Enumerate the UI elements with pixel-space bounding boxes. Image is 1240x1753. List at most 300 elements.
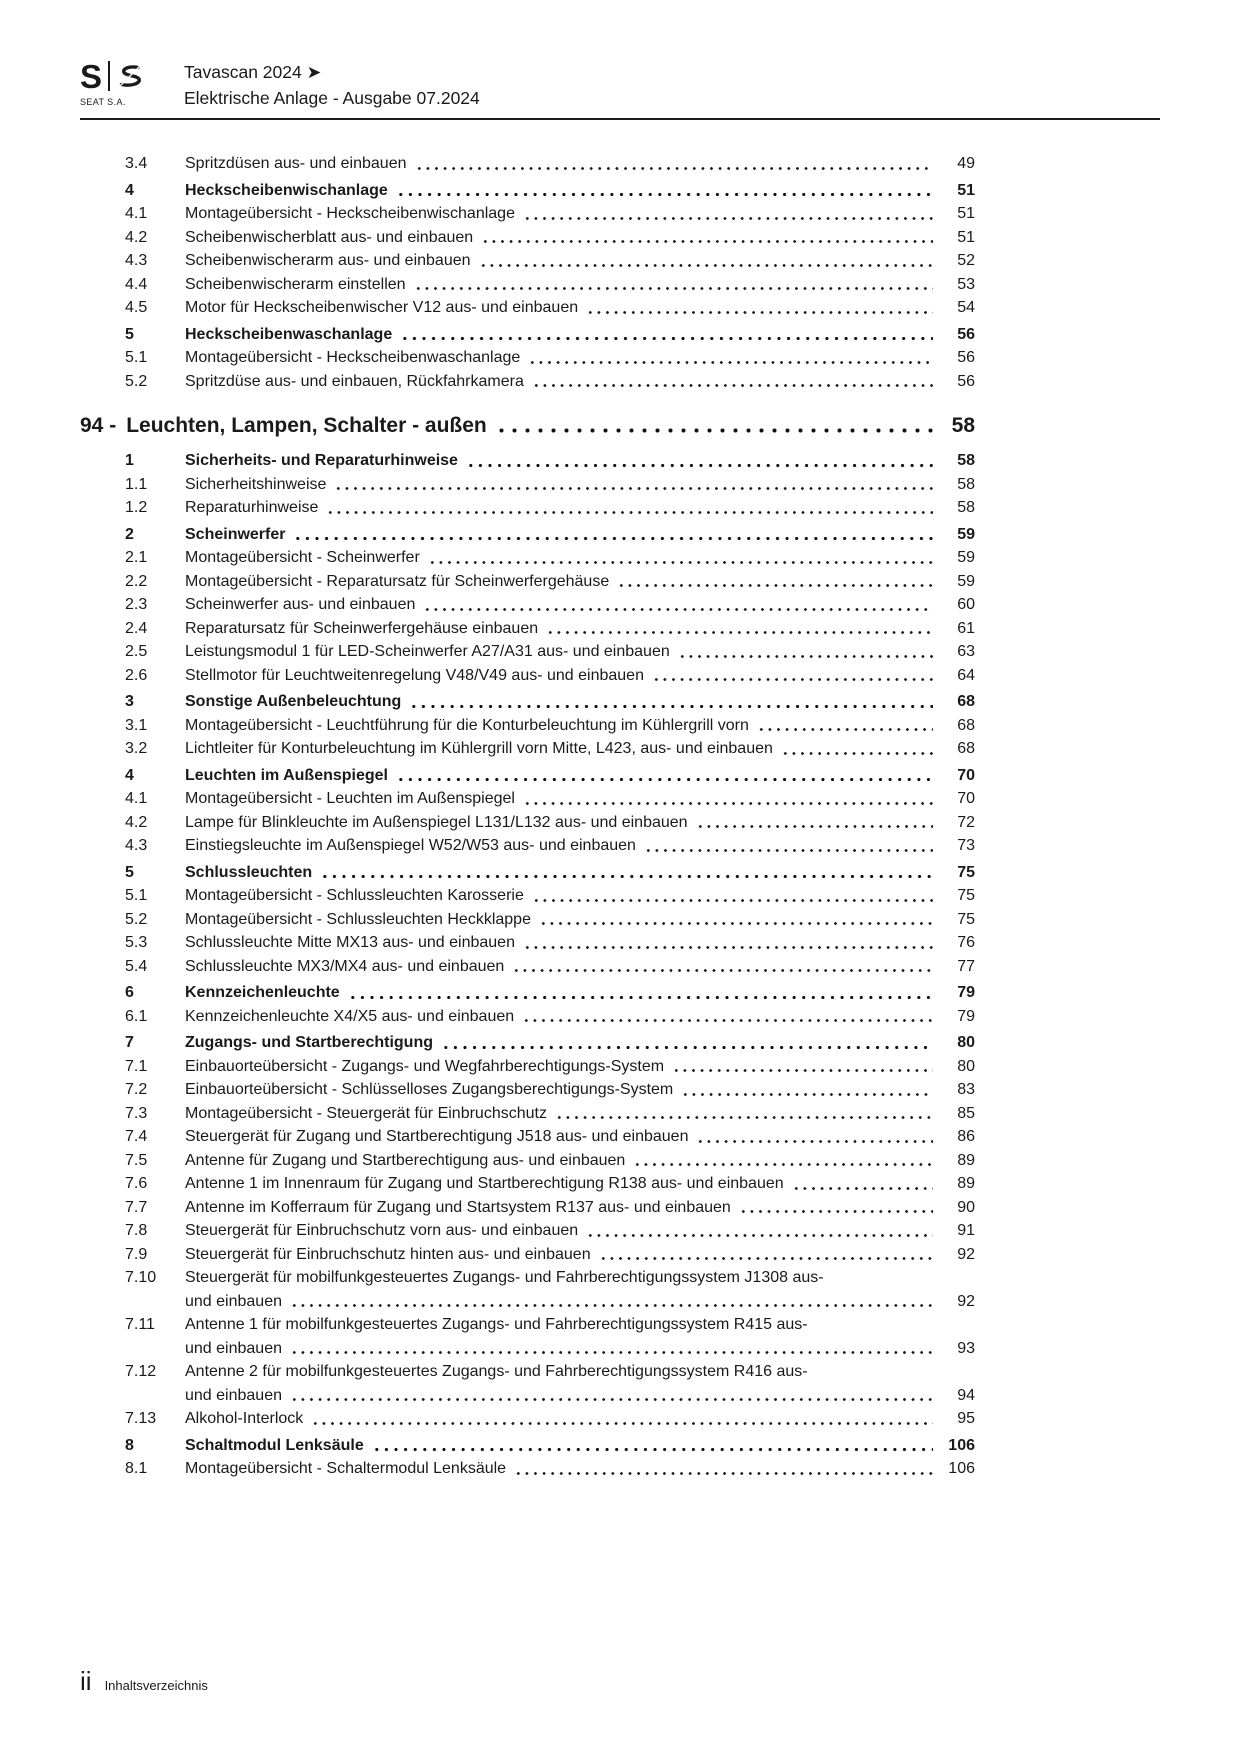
dot-leader [644, 847, 933, 854]
dot-leader [415, 165, 934, 172]
toc-entry-content [185, 1266, 975, 1313]
toc-entry-line [185, 496, 975, 520]
toc-entry-title-continued: und einbauen [185, 1386, 282, 1404]
toc-entry-line [185, 449, 975, 473]
toc-entry-content [185, 323, 975, 347]
toc-entry-number: 5.1 [125, 887, 148, 904]
toc-entry-line [185, 523, 975, 547]
toc-entry-content [185, 884, 975, 908]
toc-entry [80, 1031, 975, 1055]
toc-entry-title: Leistungsmodul 1 für LED-Scheinwerfer A27/A31 aus- und einbauen [185, 643, 670, 660]
dot-leader [528, 359, 933, 366]
toc-entry [80, 570, 975, 594]
toc-entry-number: 6 [125, 984, 134, 1001]
dot-leader [599, 1255, 933, 1262]
header-titles [184, 58, 480, 111]
toc-entry [80, 981, 975, 1005]
seat-logo [80, 58, 168, 107]
toc-entry-content [185, 690, 975, 714]
toc-entry [80, 593, 975, 617]
dot-leader [311, 1420, 933, 1427]
toc-entry-line [185, 1172, 975, 1196]
toc-entry-content [185, 1243, 975, 1267]
dot-leader [514, 1470, 933, 1477]
toc-entry-page: 95 [957, 1410, 975, 1427]
toc-entry-number: 7.9 [125, 1245, 148, 1263]
toc-entry-page: 75 [957, 863, 975, 881]
toc-entry [80, 370, 975, 394]
toc-entry-content [185, 1125, 975, 1149]
toc-entry-title: Antenne 2 für mobilfunkgesteuertes Zugangs- und Fahrberechtigungssystem R416 aus- [185, 1363, 808, 1380]
toc-entry-line [185, 370, 975, 394]
toc-entry-number: 7.10 [125, 1269, 157, 1286]
toc-entry-page: 64 [957, 666, 975, 684]
toc-entry-line [185, 1125, 975, 1149]
toc-entry [80, 323, 975, 347]
toc-entry-line [126, 411, 975, 441]
toc-entry-page: 68 [957, 716, 975, 734]
toc-entry-title: Montageübersicht - Steuergerät für Einbruchschutz [185, 1104, 547, 1122]
toc-entry [80, 908, 975, 932]
toc-entry-title: Antenne 1 für mobilfunkgesteuertes Zugangs- und Fahrberechtigungssystem R415 aus- [185, 1316, 808, 1333]
toc-entry-number: 4.3 [125, 252, 148, 269]
toc-entry-line [185, 1196, 975, 1220]
dot-leader [678, 653, 933, 660]
toc-entry-content [185, 1219, 975, 1243]
toc-entry-page: 106 [948, 1460, 975, 1477]
toc-entry-content [185, 861, 975, 885]
toc-entry-page: 73 [957, 837, 975, 854]
toc-entry-title: Schlussleuchte MX3/MX4 aus- und einbauen [185, 957, 505, 975]
dot-leader [334, 485, 933, 492]
toc-entry-page: 90 [957, 1198, 975, 1216]
toc-entry-number: 4.3 [125, 837, 148, 854]
toc-entry-page: 68 [957, 740, 975, 757]
toc-entry-content [185, 152, 975, 176]
toc-entry-number: 7.5 [125, 1151, 148, 1169]
toc-entry [80, 861, 975, 885]
toc-entry-title: Kennzeichenleuchte X4/X5 aus- und einbauen [185, 1007, 515, 1025]
toc-entry-page: 80 [957, 1057, 975, 1075]
toc-entry-line [185, 617, 975, 641]
toc-entry-content [185, 1196, 975, 1220]
toc-entry [80, 1078, 975, 1102]
toc-entry-title: Montageübersicht - Reparatursatz für Scheinwerfergehäuse [185, 572, 610, 590]
toc-entry-number: 8 [125, 1436, 134, 1454]
toc-entry-number: 2.1 [125, 549, 148, 566]
toc-entry-page: 59 [957, 549, 975, 566]
toc-entry-line [185, 640, 975, 664]
dot-leader [781, 750, 933, 757]
toc-entry-title: Antenne im Kofferraum für Zugang und Startsystem R137 aus- und einbauen [185, 1198, 731, 1216]
dot-leader [479, 262, 933, 269]
toc-entry-content [185, 226, 975, 250]
dot-leader [523, 944, 933, 951]
toc-entry-number: 2 [125, 525, 134, 543]
toc-entry-line [185, 473, 975, 497]
toc-entry [80, 1055, 975, 1079]
page-footer [80, 1668, 208, 1694]
toc-entry-number: 5.2 [125, 372, 148, 390]
toc-entry-title: Einbauorteübersicht - Zugangs- und Wegfahrberechtigungs-System [185, 1057, 665, 1075]
seat-logo-row [80, 58, 168, 94]
toc-entry-content [185, 834, 975, 858]
toc-entry-line [185, 811, 975, 835]
toc-entry-number: 4.2 [125, 228, 148, 246]
toc-entry-line [185, 664, 975, 688]
dot-leader [293, 535, 933, 542]
dot-leader [320, 873, 933, 880]
toc-entry-title: Scheinwerfer aus- und einbauen [185, 596, 416, 613]
toc-entry-page: 72 [957, 813, 975, 831]
toc-entry [80, 1313, 975, 1360]
dot-leader [546, 629, 933, 636]
dot-leader [414, 285, 933, 292]
seat-logo-letter: S [80, 57, 102, 95]
toc-entry-number: 4.5 [125, 299, 148, 316]
page-header [80, 58, 1160, 111]
toc-entry-page: 94 [957, 1386, 975, 1404]
toc-entry [80, 179, 975, 203]
dot-leader [409, 703, 933, 710]
toc-entry [80, 1172, 975, 1196]
toc-entry [80, 202, 975, 226]
toc-entry-content [185, 1078, 975, 1102]
toc-entry-page: 70 [957, 790, 975, 807]
dot-leader [757, 726, 933, 733]
toc-entry-page: 63 [957, 643, 975, 660]
toc-entry [80, 226, 975, 250]
toc-entry-page: 59 [957, 572, 975, 590]
toc-entry-content [185, 811, 975, 835]
toc-entry-number: 5 [125, 325, 134, 343]
toc-entry-page: 79 [957, 1007, 975, 1025]
toc-entry-page: 86 [957, 1128, 975, 1145]
toc-entry-content [185, 296, 975, 320]
toc-entry-title: Heckscheibenwischanlage [185, 181, 388, 199]
toc-entry-number: 5.3 [125, 934, 148, 951]
toc-entry-content [185, 570, 975, 594]
toc-entry-title: Leuchten im Außenspiegel [185, 766, 388, 784]
toc-entry-title: Stellmotor für Leuchtweitenregelung V48/V49 aus- und einbauen [185, 666, 644, 684]
toc-list [80, 152, 975, 1481]
toc-entry [80, 152, 975, 176]
toc-entry-title: Scheibenwischerarm einstellen [185, 275, 406, 293]
toc-entry-page: 52 [957, 252, 975, 269]
toc-entry-page: 92 [957, 1245, 975, 1263]
toc-entry-content [185, 955, 975, 979]
toc-entry-line [185, 1031, 975, 1055]
toc-entry-page: 89 [957, 1175, 975, 1192]
toc-entry-page: 75 [957, 910, 975, 928]
dot-leader [396, 776, 933, 783]
toc-entry-content [185, 764, 975, 788]
toc-entry [80, 1219, 975, 1243]
toc-entry [80, 473, 975, 497]
toc-entry [80, 1125, 975, 1149]
toc-entry [80, 1434, 975, 1458]
dot-leader [739, 1208, 933, 1215]
toc-entry-line [185, 226, 975, 250]
dot-leader [652, 676, 933, 683]
toc-entry [80, 1149, 975, 1173]
toc-entry-content [185, 1313, 975, 1360]
toc-entry-line [185, 1243, 975, 1267]
toc-entry-line [185, 1055, 975, 1079]
toc-entry-line [185, 931, 975, 955]
dot-leader [428, 559, 933, 566]
toc-entry-line [185, 593, 975, 617]
toc-entry-number: 7.12 [125, 1363, 157, 1380]
toc-entry-page: 80 [957, 1034, 975, 1051]
toc-entry [80, 955, 975, 979]
toc-entry [80, 1102, 975, 1126]
toc-entry-title: Scheibenwischerarm aus- und einbauen [185, 252, 471, 269]
toc-entry [80, 617, 975, 641]
toc-entry-content [185, 931, 975, 955]
toc-entry-number: 7.13 [125, 1410, 157, 1427]
toc-entry-page: 59 [957, 525, 975, 543]
dot-leader [423, 606, 933, 613]
toc-entry-number: 2.6 [125, 666, 148, 684]
toc-entry-content [185, 981, 975, 1005]
toc-entry-content [185, 1031, 975, 1055]
toc-entry-number: 4 [125, 766, 134, 784]
page-number: ii [80, 1666, 92, 1696]
toc-entry-number: 7 [125, 1034, 134, 1051]
toc-entry-content [185, 1407, 975, 1431]
toc-entry-title: Steuergerät für Zugang und Startberechtigung J518 aus- und einbauen [185, 1128, 689, 1145]
toc-entry-page: 85 [957, 1104, 975, 1122]
toc-entry-content [185, 1149, 975, 1173]
toc-entry-title: Montageübersicht - Heckscheibenwaschanlage [185, 349, 521, 366]
toc-entry-line [185, 1434, 975, 1458]
toc-entry-line [185, 1337, 975, 1361]
toc-entry-title: Reparatursatz für Scheinwerfergehäuse einbauen [185, 619, 539, 637]
toc-entry-title: Antenne für Zugang und Startberechtigung aus- und einbauen [185, 1151, 626, 1169]
toc-entry [80, 496, 975, 520]
toc-entry-line [185, 346, 975, 370]
toc-entry-line [185, 179, 975, 203]
toc-entry-line [185, 690, 975, 714]
dot-leader [400, 335, 933, 342]
toc-entry-page: 60 [957, 596, 975, 613]
toc-entry-line [185, 955, 975, 979]
toc-entry-line [185, 714, 975, 738]
toc-entry-title: Schaltmodul Lenksäule [185, 1436, 364, 1454]
toc-entry-line [185, 861, 975, 885]
toc-entry-number: 7.6 [125, 1175, 148, 1192]
toc-entry-title: Spritzdüsen aus- und einbauen [185, 155, 407, 172]
toc-entry-title: Kennzeichenleuchte [185, 984, 340, 1001]
footer-label: Inhaltsverzeichnis [104, 1678, 208, 1693]
toc-entry-title: Steuergerät für mobilfunkgesteuertes Zugangs- und Fahrberechtigungssystem J1308 aus- [185, 1269, 824, 1286]
toc-entry-line [185, 737, 975, 761]
toc-entry-page: 54 [957, 299, 975, 316]
toc-entry-page: 77 [957, 957, 975, 975]
dot-leader [481, 238, 933, 245]
toc-entry-line [185, 1078, 975, 1102]
toc-entry-content [185, 1360, 975, 1407]
dot-leader [555, 1114, 933, 1121]
toc-entry-number: 8.1 [125, 1460, 148, 1477]
toc-entry-number: 1 [125, 452, 134, 469]
dot-leader [532, 897, 933, 904]
toc-entry-page: 56 [957, 325, 975, 343]
toc-entry-title: Reparaturhinweise [185, 499, 319, 516]
toc-entry [80, 1243, 975, 1267]
toc-entry-line [185, 1407, 975, 1431]
dot-leader [532, 382, 933, 389]
toc-entry-page: 79 [957, 984, 975, 1001]
dot-leader [348, 994, 933, 1001]
toc-entry-content [185, 273, 975, 297]
toc-entry-page: 61 [957, 619, 975, 637]
toc-entry [80, 787, 975, 811]
toc-entry-line [185, 834, 975, 858]
toc-entry-page: 89 [957, 1151, 975, 1169]
toc-entry-number: 5.4 [125, 957, 148, 975]
toc-entry [80, 834, 975, 858]
toc-entry-line [185, 764, 975, 788]
dot-leader [672, 1067, 933, 1074]
toc-entry-page: 68 [957, 693, 975, 710]
toc-entry-content [185, 737, 975, 761]
document-title: Tavascan 2024 ➤ [184, 62, 322, 82]
toc-entry-line [185, 908, 975, 932]
toc-entry-content [185, 473, 975, 497]
toc-entry-number: 7.3 [125, 1104, 148, 1122]
toc-entry-number: 94 - [80, 414, 117, 437]
toc-entry-title: Scheinwerfer [185, 525, 286, 543]
toc-entry-title-continued: und einbauen [185, 1292, 282, 1310]
toc-entry-content [185, 593, 975, 617]
toc-entry-number: 4 [125, 181, 134, 199]
dot-leader [586, 309, 933, 316]
toc-entry-number: 7.11 [125, 1316, 155, 1333]
toc-entry [80, 1407, 975, 1431]
toc-entry [80, 1005, 975, 1029]
toc-entry [80, 737, 975, 761]
toc-entry [80, 1196, 975, 1220]
dot-leader [466, 462, 933, 469]
toc-entry-content [185, 523, 975, 547]
toc-entry-number: 3.1 [125, 716, 148, 734]
toc-entry-line [185, 273, 975, 297]
toc-entry-number: 7.2 [125, 1081, 148, 1098]
toc-entry-number: 6.1 [125, 1007, 148, 1025]
toc-entry-content [185, 249, 975, 273]
toc-entry-number: 1.1 [125, 475, 148, 493]
toc-entry-number: 4.2 [125, 813, 148, 831]
toc-entry-title: Heckscheibenwaschanlage [185, 325, 393, 343]
toc-entry-page: 92 [957, 1292, 975, 1310]
toc-entry-page: 53 [957, 275, 975, 293]
toc-entry-content [185, 370, 975, 394]
toc-entry [80, 273, 975, 297]
toc-entry [80, 411, 975, 441]
toc-entry-page: 76 [957, 934, 975, 951]
toc-entry-content [185, 346, 975, 370]
toc-entry-page: 58 [957, 499, 975, 516]
toc-entry-content [185, 1102, 975, 1126]
header-rule [80, 118, 1160, 120]
toc-entry-number: 3.2 [125, 740, 148, 757]
toc-entry-line [185, 787, 975, 811]
toc-entry-page: 51 [957, 181, 975, 199]
logo-divider [108, 61, 110, 91]
toc-entry-page: 83 [957, 1081, 975, 1098]
toc-entry-number: 7.4 [125, 1128, 148, 1145]
toc-entry-line [185, 570, 975, 594]
toc-entry-page: 58 [951, 414, 975, 437]
toc-entry-number: 5 [125, 863, 134, 881]
toc-entry-content [185, 1172, 975, 1196]
toc-entry-content [185, 640, 975, 664]
toc-entry-title: Scheibenwischerblatt aus- und einbauen [185, 228, 474, 246]
toc-entry-title: Lichtleiter für Konturbeleuchtung im Kühlergrill vorn Mitte, L423, aus- und einbauen [185, 740, 773, 757]
dot-leader [617, 582, 933, 589]
dot-leader [495, 426, 933, 435]
toc-entry-page: 49 [957, 155, 975, 172]
toc-entry-line [185, 981, 975, 1005]
toc-entry-content [185, 496, 975, 520]
toc-entry-title: Alkohol-Interlock [185, 1410, 304, 1427]
toc-entry-page: 58 [957, 475, 975, 493]
toc-entry-number: 7.1 [125, 1057, 148, 1075]
toc-entry-number: 4.1 [125, 790, 148, 807]
toc-entry-title: Sicherheitshinweise [185, 475, 327, 493]
dot-leader [681, 1091, 933, 1098]
toc-entry-number: 2.2 [125, 572, 148, 590]
toc-entry [80, 1457, 975, 1481]
toc-entry-line [185, 1290, 975, 1314]
toc-entry-number: 3.4 [125, 155, 148, 172]
toc-entry-title: Steuergerät für Einbruchschutz vorn aus- und einbauen [185, 1222, 579, 1239]
toc-entry-number: 2.5 [125, 643, 148, 660]
toc-entry-page: 56 [957, 372, 975, 390]
toc-entry-title: Montageübersicht - Schlussleuchten Karosserie [185, 887, 524, 904]
seat-emblem-icon [117, 63, 143, 89]
dot-leader [586, 1232, 933, 1239]
dot-leader [523, 215, 933, 222]
toc-entry-page: 51 [957, 205, 975, 222]
toc-entry-number: 2.4 [125, 619, 148, 637]
toc-entry-number: 5.2 [125, 910, 148, 928]
toc-entry-line [185, 1005, 975, 1029]
toc-entry-title: Spritzdüse aus- und einbauen, Rückfahrkamera [185, 372, 524, 390]
toc-entry-content [185, 714, 975, 738]
toc-entry-line [185, 546, 975, 570]
toc-entry-title: Motor für Heckscheibenwischer V12 aus- und einbauen [185, 299, 579, 316]
dot-leader [290, 1302, 933, 1309]
toc-entry-page: 106 [948, 1436, 975, 1454]
toc-entry-number: 3 [125, 693, 134, 710]
document-subtitle: Elektrische Anlage - Ausgabe 07.2024 [184, 88, 480, 108]
dot-leader [512, 967, 933, 974]
toc-entry-number: 7.8 [125, 1222, 148, 1239]
toc-entry [80, 523, 975, 547]
toc-entry-line [185, 323, 975, 347]
toc-entry-title: Lampe für Blinkleuchte im Außenspiegel L131/L132 aus- und einbauen [185, 813, 688, 831]
toc-entry [80, 296, 975, 320]
toc-entry-line [185, 202, 975, 226]
toc-entry [80, 811, 975, 835]
toc-entry-title: Einstiegsleuchte im Außenspiegel W52/W53 aus- und einbauen [185, 837, 636, 854]
toc-entry-page: 56 [957, 349, 975, 366]
toc-entry-content [185, 908, 975, 932]
toc-entry-line [185, 1102, 975, 1126]
